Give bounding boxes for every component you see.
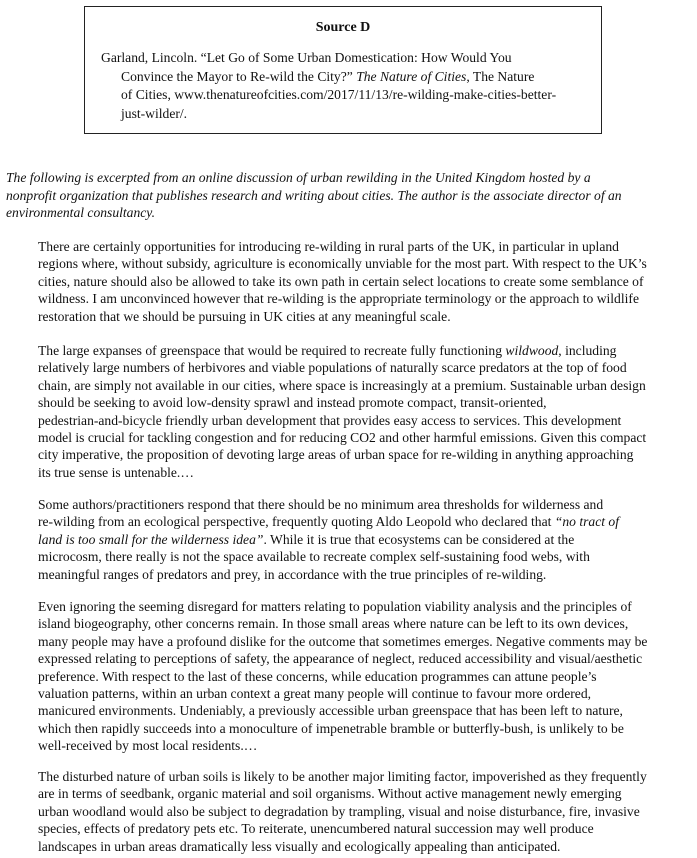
paragraph-2 [38, 342, 694, 481]
quote-text: land is too small for the wilderness idea” [38, 531, 264, 547]
paragraph-line: landscapes in urban areas dramatically less visually and ecologically appealing than anticipated. [38, 838, 561, 854]
paragraph-line: should be seeking to avoid low-density sprawl and instead promote compact, transit-oriented, [38, 395, 547, 411]
paragraph-line: island biogeography, other concerns remain. In those small areas where nature can be left to its own devices, [38, 616, 629, 632]
paragraph-line: microcosm, there really is not the space available to recreate complex self-sustaining food webs, with [38, 549, 590, 565]
paragraph-line: cities, nature should also be allowed to take its own path in certain select locations to create some semblance of [38, 273, 644, 289]
paragraph-line: manicured environments. Undeniably, a previously accessible urban greenspace that has been left to nature, [38, 703, 623, 719]
citation-url-line: just-wilder/. [121, 105, 188, 121]
emphasis-term: wildwood [505, 343, 559, 358]
paragraph-line: many people may have a profound dislike for the outcome that sometimes emerges. Negative comments may be [38, 633, 648, 649]
paragraph-line: valuation patterns, within an urban context a great many people will continue to favour more ordered, [38, 686, 592, 702]
paragraph-line: wildness. I am unconvinced however that re-wilding is the appropriate terminology or the approach to wildlife [38, 291, 639, 307]
paragraph-4 [38, 598, 694, 755]
paragraph-line: relatively large numbers of herbivores and viable populations of naturally scarce predators at the top of food [38, 360, 627, 376]
paragraph-line: Some authors/practitioners respond that there should be no minimum area thresholds for wilderness and [38, 497, 604, 512]
intro-text [6, 169, 692, 222]
paragraph-line: expressed relating to perceptions of safety, the appearance of neglect, reduced accessibility and visual/aesthetic [38, 651, 643, 667]
citation [101, 49, 593, 123]
paragraph-3 [38, 496, 694, 583]
paragraph-line: urban woodland would also be subject to degradation by trampling, visual and noise disturbance, fire, invasive [38, 803, 640, 819]
quote-text: “no tract of [554, 514, 619, 530]
paragraph-line: well-received by most local residents.… [38, 738, 258, 754]
paragraph-line: restoration that we should be pursuing in UK cities at any meaningful scale. [38, 308, 451, 324]
paragraph-line: regions where, without subsidy, agriculture is economically unviable for the most part. With respect to the UK’s [38, 256, 647, 272]
source-title: Source D [315, 20, 371, 35]
paragraph-line: city imperative, the proposition of devoting large areas of urban space for re-wilding in anything approaching [38, 447, 634, 463]
citation-publication: The Nature of Cities [356, 68, 467, 84]
paragraph-5 [38, 768, 694, 855]
paragraph-line: pedestrian-and-bicycle friendly urban development that provides easy access to services. This development [38, 412, 622, 428]
paragraph-line: The disturbed nature of urban soils is likely to be another major limiting factor, impoverished as they frequently [38, 769, 647, 784]
paragraph-line [38, 513, 694, 530]
citation-url-line: of Cities, www.thenatureofcities.com/2017/11/13/re-wilding-make-cities-better- [121, 87, 557, 102]
paragraph-line: chain, are simply not available in our cities, where space is increasingly at a premium. Sustainable urban design [38, 377, 646, 393]
paragraph-line: model is crucial for tackling congestion and for reducing CO2 and other harmful emissions. Given this compact [38, 430, 647, 446]
paragraph-text: re-wilding from an ecological perspective, frequently quoting Aldo Leopold who declared that [38, 514, 555, 530]
paragraph-line: which then rapidly succeeds into a monoculture of impenetrable bramble or butterfly-bush, is unlikely to be [38, 720, 624, 736]
paragraph-line: preference. With respect to the last of these concerns, while education programmes can attune people’s [38, 668, 597, 684]
paragraph-line: There are certainly opportunities for introducing re-wilding in rural parts of the UK, in particular in upland [38, 239, 619, 254]
citation-line [101, 68, 593, 87]
paragraph-line [38, 531, 694, 548]
intro-line: nonprofit organization that publishes research and writing about cities. The author is the associate director of an [6, 187, 622, 203]
paragraph-text: . While it is true that ecosystems can be considered at the [263, 531, 575, 547]
citation-line: Garland, Lincoln. “Let Go of Some Urban Domestication: How Would You [101, 50, 512, 65]
paragraph-line: meaningful ranges of predators and prey, in accordance with the true principles of re-wilding. [38, 566, 547, 582]
source-citation-box [84, 6, 602, 134]
paragraph-line: its true sense is untenable.… [38, 464, 194, 480]
citation-text: , The Nature [466, 68, 535, 84]
paragraph-line: species, effects of predatory pets etc. To reiterate, unencumbered natural succession may well produce [38, 821, 594, 837]
paragraph-1 [38, 238, 694, 325]
paragraph-line [38, 342, 694, 359]
intro-line: environmental consultancy. [6, 205, 155, 220]
citation-text: Convince the Mayor to Re-wild the City?” [121, 68, 357, 84]
paragraph-line: are in terms of seedbank, organic material and soil organisms. Without active management newly emerging [38, 786, 622, 802]
paragraph-line: Even ignoring the seeming disregard for matters relating to population viability analysis and the principles of [38, 599, 632, 614]
intro-line: The following is excerpted from an online discussion of urban rewilding in the United Kingdom hosted by a [6, 170, 591, 185]
paragraph-text: The large expanses of greenspace that would be required to recreate fully functioning [38, 343, 506, 358]
paragraph-text: , including [558, 343, 617, 358]
